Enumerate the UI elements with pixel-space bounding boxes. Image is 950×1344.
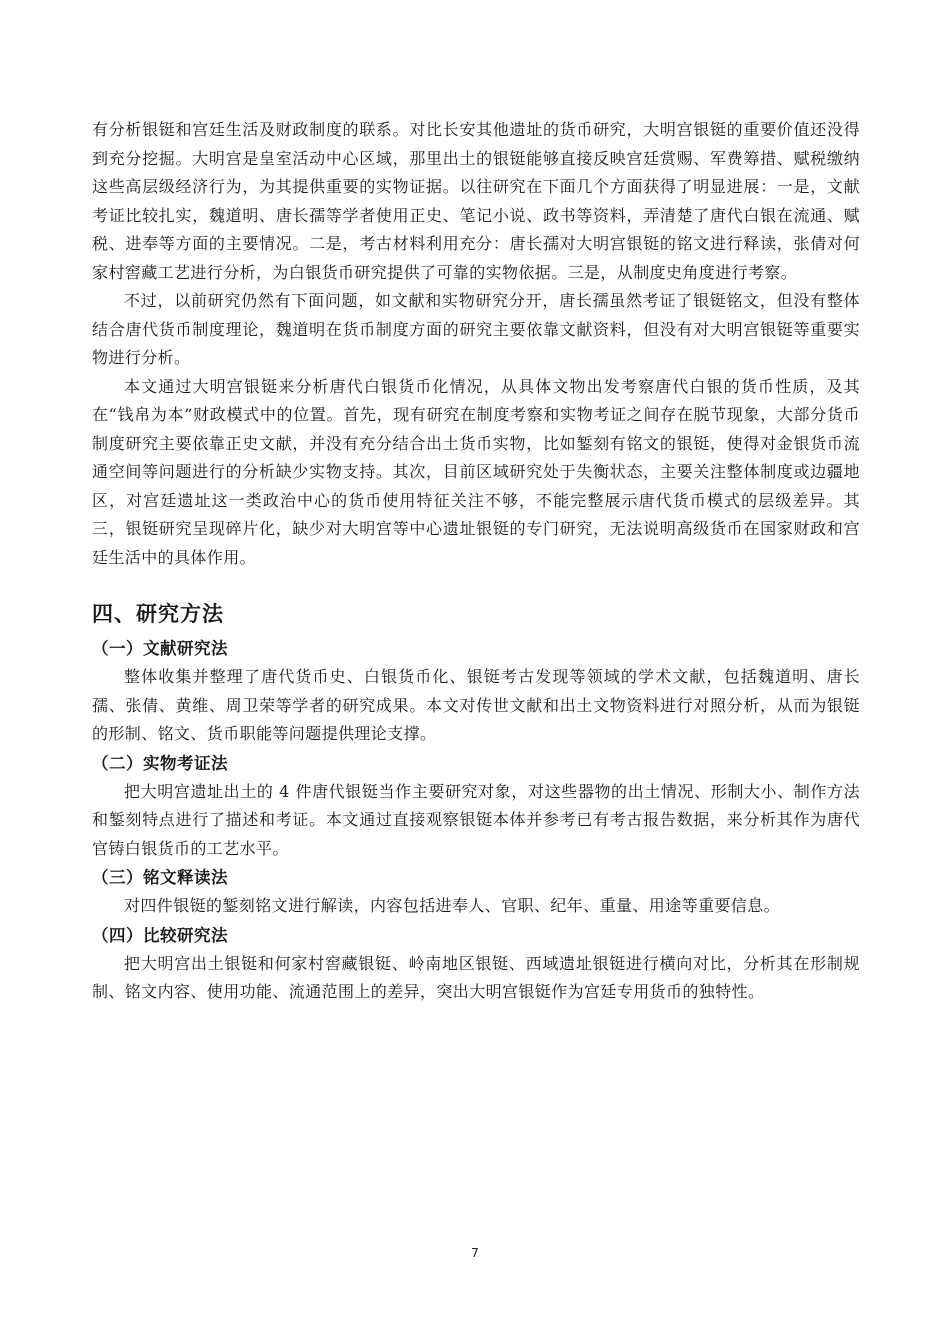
subsection-title-artifact: （二）实物考证法: [92, 753, 228, 773]
paragraph-continuation: 有分析银铤和宫廷生活及财政制度的联系。对比长安其他遗址的货币研究，大明宫银铤的重要价值还没得到充分挖掘。大明宫是皇室活动中心区域，那里出土的银铤能够直接反映宫廷赏赐、军费筹措、赋税缴纳这些高层级经济行为，为其提供重要的实物证据。以往研究在下面几个方面获得了明显进展：一是，文献考证比较扎实，魏道明、唐长孺等学者使用正史、笔记小说、政书等资料，弄清楚了唐代白银在流通、赋税、进奉等方面的主要情况。二是，考古材料利用充分：唐长孺对大明宫银铤的铭文进行释读，张倩对何家村窖藏工艺进行分析，为白银货币研究提供了可靠的实物依据。三是，从制度史角度进行考察。: [92, 120, 860, 282]
subsection-body-inscription: 对四件银铤的錾刻铭文进行解读，内容包括进奉人、官职、纪年、重量、用途等重要信息。: [124, 896, 781, 915]
paragraph-research-aim: 本文通过大明宫银铤来分析唐代白银货币化情况，从具体文物出发考察唐代白银的货币性质，及其在“钱帛为本”财政模式中的位置。首先，现有研究在制度考察和实物考证之间存在脱节现象，大部分货币制度研究主要依靠正史文献，并没有充分结合出土货币实物，比如錾刻有铭文的银铤，使得对金银货币流通空间等问题进行的分析缺少实物支持。其次，目前区域研究处于失衡状态，主要关注整体制度或边疆地区，对宫廷遗址这一类政治中心的货币使用特征关注不够，不能完整展示唐代货币模式的层级差异。其三，银铤研究呈现碎片化，缺少对大明宫等中心遗址银铤的专门研究，无法说明高级货币在国家财政和宫廷生活中的具体作用。: [92, 376, 860, 567]
section-heading-research-methods: 四、研究方法: [92, 602, 224, 626]
subsection-title-inscription: （三）铭文释读法: [92, 868, 228, 887]
subsection-body-artifact: 把大明宫遗址出土的 4 件唐代银铤当作主要研究对象，对这些器物的出土情况、形制大小、制作方法和錾刻特点进行了描述和考证。本文通过直接观察银铤本体并参考已有考古报告数据，来分析其作为唐代官铸白银货币的工艺水平。: [92, 781, 860, 858]
page-number: 7: [471, 1246, 479, 1260]
subsection-body-comparative: 把大明宫出土银铤和何家村窖藏银铤、岭南地区银铤、西域遗址银铤进行横向对比，分析其在形制规制、铭文内容、使用功能、流通范围上的差异，突出大明宫银铤作为宫廷专用货币的独特性。: [92, 953, 860, 1001]
document-body: [92, 116, 860, 1007]
subsection-title-comparative: （四）比较研究法: [92, 925, 228, 945]
subsection-body-literature: 整体收集并整理了唐代货币史、白银货币化、银铤考古发现等领域的学术文献，包括魏道明、唐长孺、张倩、黄维、周卫荣等学者的研究成果。本文对传世文献和出土文物资料进行对照分析，从而为银铤的形制、铭文、货币职能等问题提供理论支撑。: [92, 667, 860, 743]
paragraph-previous-research-problems: 不过，以前研究仍然有下面问题，如文献和实物研究分开，唐长孺虽然考证了银铤铭文，但没有整体结合唐代货币制度理论，魏道明在货币制度方面的研究主要依靠文献资料，但没有对大明宫银铤等重要实物进行分析。: [92, 291, 860, 367]
subsection-title-literature: （一）文献研究法: [92, 639, 228, 658]
